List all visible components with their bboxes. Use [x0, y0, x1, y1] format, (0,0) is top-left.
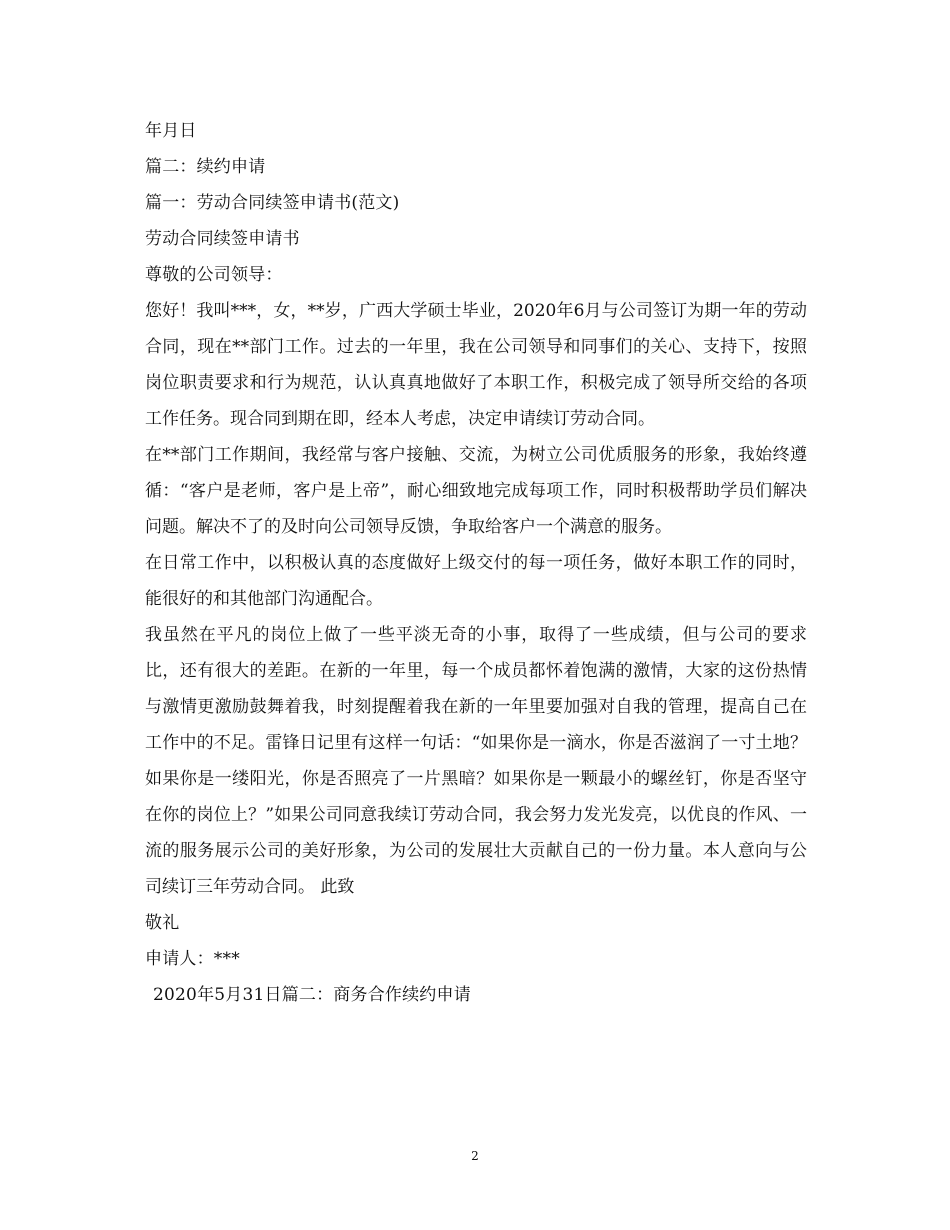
paragraph-customer-service: 在**部门工作期间，我经常与客户接触、交流，为树立公司优质服务的形象，我始终遵循：“客户是老师，客户是上帝”，耐心细致地完成每项工作，同时积极帮助学员们解决问题。解决不了的及时向公司领导反馈，争取给客户一个满意的服务。 — [145, 445, 807, 537]
paragraph-daily-work: 在日常工作中，以积极认真的态度做好上级交付的每一项任务，做好本职工作的同时，能很好的和其他部门沟通配合。 — [145, 553, 807, 609]
document-title: 劳动合同续签申请书 — [145, 229, 300, 249]
applicant-signature: 申请人：*** — [145, 949, 240, 969]
paragraph-intro: 您好！我叫***，女，**岁，广西大学硕士毕业，2020年6月与公司签订为期一年的劳动合同，现在**部门工作。过去的一年里，我在公司领导和同事们的关心、支持下，按照岗位职责要求和行为规范，认认真真地做好了本职工作，积极完成了领导所交给的各项工作任务。现合同到期在即，经本人考虑，决定申请续订劳动合同。 — [145, 301, 807, 429]
page-number: 2 — [471, 1149, 479, 1163]
heading-part-one: 篇一：劳动合同续签申请书(范文) — [145, 193, 400, 213]
closing-regards: 敬礼 — [145, 913, 180, 933]
signature-date-and-next-heading: 2020年5月31日篇二：商务合作续约申请 — [153, 985, 471, 1005]
heading-part-two: 篇二：续约申请 — [145, 157, 266, 177]
document-body — [145, 113, 807, 1013]
salutation: 尊敬的公司领导： — [145, 265, 283, 285]
date-placeholder: 年月日 — [145, 121, 197, 141]
paragraph-reflection: 我虽然在平凡的岗位上做了一些平淡无奇的小事，取得了一些成绩，但与公司的要求比，还有很大的差距。在新的一年里，每一个成员都怀着饱满的激情，大家的这份热情与激情更激励鼓舞着我，时刻提醒着我在新的一年里要加强对自我的管理，提高自己在工作中的不足。雷锋日记里有这样一句话：“如果你是一滴水，你是否滋润了一寸土地？如果你是一缕阳光，你是否照亮了一片黑暗？如果你是一颗最小的螺丝钉，你是否坚守在你的岗位上？”如果公司同意我续订劳动合同，我会努力发光发亮，以优良的作风、一流的服务展示公司的美好形象，为公司的发展壮大贡献自己的一份力量。本人意向与公司续订三年劳动合同。 此致 — [145, 625, 807, 897]
